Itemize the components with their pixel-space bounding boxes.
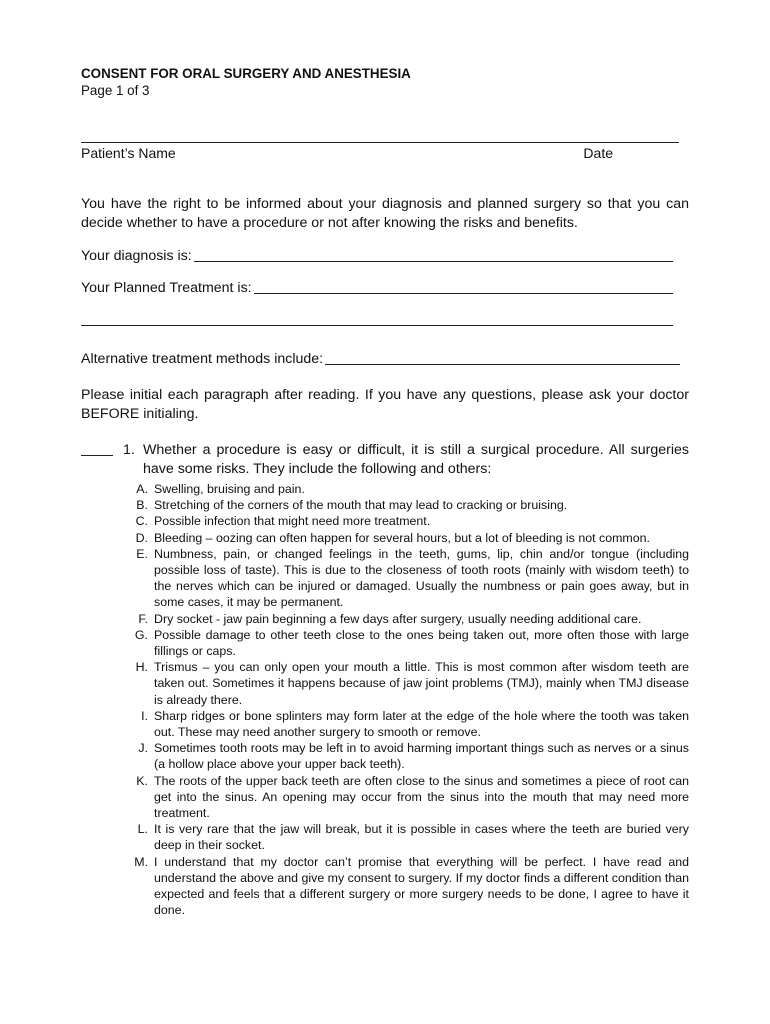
signature-labels: [81, 145, 613, 162]
risk-item: [123, 821, 689, 853]
risk-text: It is very rare that the jaw will break, but it is possible in cases where the teeth are buried very deep in their socket.: [154, 822, 689, 853]
risk-item: [123, 659, 689, 708]
risk-letter: K.: [136, 773, 148, 788]
risk-text: Bleeding – oozing can often happen for several hours, but a lot of bleeding is not common.: [154, 530, 650, 545]
risk-letter: E.: [136, 546, 148, 561]
risk-letter: D.: [135, 530, 148, 545]
risk-item: [123, 708, 689, 740]
risk-letter: B.: [136, 498, 148, 513]
risk-text: Trismus – you can only open your mouth a little. This is most common after wisdom teeth are taken out. Sometimes it happens because of jaw joint problems (TMJ), mainly when TMJ disease is already there.: [154, 660, 689, 707]
risk-text: The roots of the upper back teeth are often close to the sinus and sometimes a piece of root can get into the sinus. An opening may occur from the sinus into the mouth that may need more treatment.: [154, 773, 689, 821]
risk-item: [123, 773, 689, 822]
patient-name-label: Patient’s Name: [81, 145, 176, 161]
risk-letter: I.: [141, 708, 148, 723]
risk-list: [123, 481, 689, 918]
risk-letter: F.: [138, 611, 148, 626]
risk-text: Possible damage to other teeth close to the ones being taken out, more often those with large fillings or caps.: [154, 627, 689, 659]
planned-treatment-blank[interactable]: [254, 293, 673, 294]
risk-letter: J.: [138, 741, 148, 756]
risk-letter: L.: [137, 822, 148, 837]
risk-item: [123, 513, 689, 529]
diagnosis-label: Your diagnosis is:: [81, 248, 192, 264]
alternative-treatment-blank[interactable]: [325, 364, 680, 365]
intro-paragraph: You have the right to be informed about your diagnosis and planned surgery so that you can decide whether to have a procedure or not after knowing the risks and benefits.: [81, 196, 689, 231]
paragraph-1-text: Whether a procedure is easy or difficult, it is still a surgical procedure. All surgeries have some risks. They include the following and others:: [143, 442, 689, 477]
planned-treatment-label: Your Planned Treatment is:: [81, 280, 252, 296]
risk-letter: H.: [135, 660, 148, 675]
consent-form-page: [81, 66, 689, 918]
page-indicator: Page 1 of 3: [81, 83, 150, 98]
risk-text: Numbness, pain, or changed feelings in the teeth, gums, lip, chin and/or tongue (including possible loss of taste). This is due to the closeness of tooth roots (mainly with wisdom teeth) to the nerves which can be injured or damaged. Usually the numbness or pain goes away, but in some cases, it may be permanent.: [154, 546, 689, 610]
risk-text: Sharp ridges or bone splinters may form later at the edge of the hole where the tooth was taken out. These may need another surgery to smooth or remove.: [154, 708, 689, 740]
planned-treatment-field: [81, 279, 673, 298]
risk-item: [123, 740, 689, 772]
paragraph-number: 1.: [123, 442, 135, 458]
risk-text: I understand that my doctor can’t promise that everything will be perfect. I have read and understand the above and give my consent to surgery. If my doctor finds a different condition than expected and feels that a different surgery or more surgery needs to be done, I agree to have it done.: [154, 854, 689, 918]
risk-text: Swelling, bruising and pain.: [154, 482, 305, 496]
risk-item: [123, 854, 689, 919]
risk-letter: A.: [136, 482, 148, 496]
risk-letter: M.: [134, 854, 148, 869]
diagnosis-blank[interactable]: [194, 261, 673, 262]
risk-text: Possible infection that might need more treatment.: [154, 514, 431, 529]
risk-text: Stretching of the corners of the mouth that may lead to cracking or bruising.: [154, 498, 568, 513]
risk-item: [123, 627, 689, 659]
risk-item: [123, 530, 689, 546]
patient-signature-line[interactable]: [81, 142, 679, 143]
date-label: Date: [583, 145, 613, 161]
initial-blank-1[interactable]: [81, 455, 113, 456]
risk-item: [123, 497, 689, 513]
planned-treatment-blank-continued[interactable]: [81, 325, 673, 326]
diagnosis-field: [81, 247, 673, 266]
risk-text: Dry socket - jaw pain beginning a few days after surgery, usually needing additional care.: [154, 611, 642, 626]
risk-item: [123, 546, 689, 611]
risk-item: [123, 611, 689, 627]
paragraph-1: [81, 441, 689, 479]
risk-letter: G.: [134, 627, 148, 642]
risk-text: Sometimes tooth roots may be left in to avoid harming important things such as nerves or a sinus (a hollow place above your upper back teeth).: [154, 741, 689, 772]
initial-instructions: Please initial each paragraph after reading. If you have any questions, please ask your doctor BEFORE initialing.: [81, 387, 689, 422]
form-title: CONSENT FOR ORAL SURGERY AND ANESTHESIA: [81, 66, 411, 81]
alternative-treatment-label: Alternative treatment methods include:: [81, 351, 324, 367]
alternative-treatment-field: [81, 350, 680, 369]
risk-item: [123, 481, 689, 497]
risk-letter: C.: [135, 514, 148, 529]
